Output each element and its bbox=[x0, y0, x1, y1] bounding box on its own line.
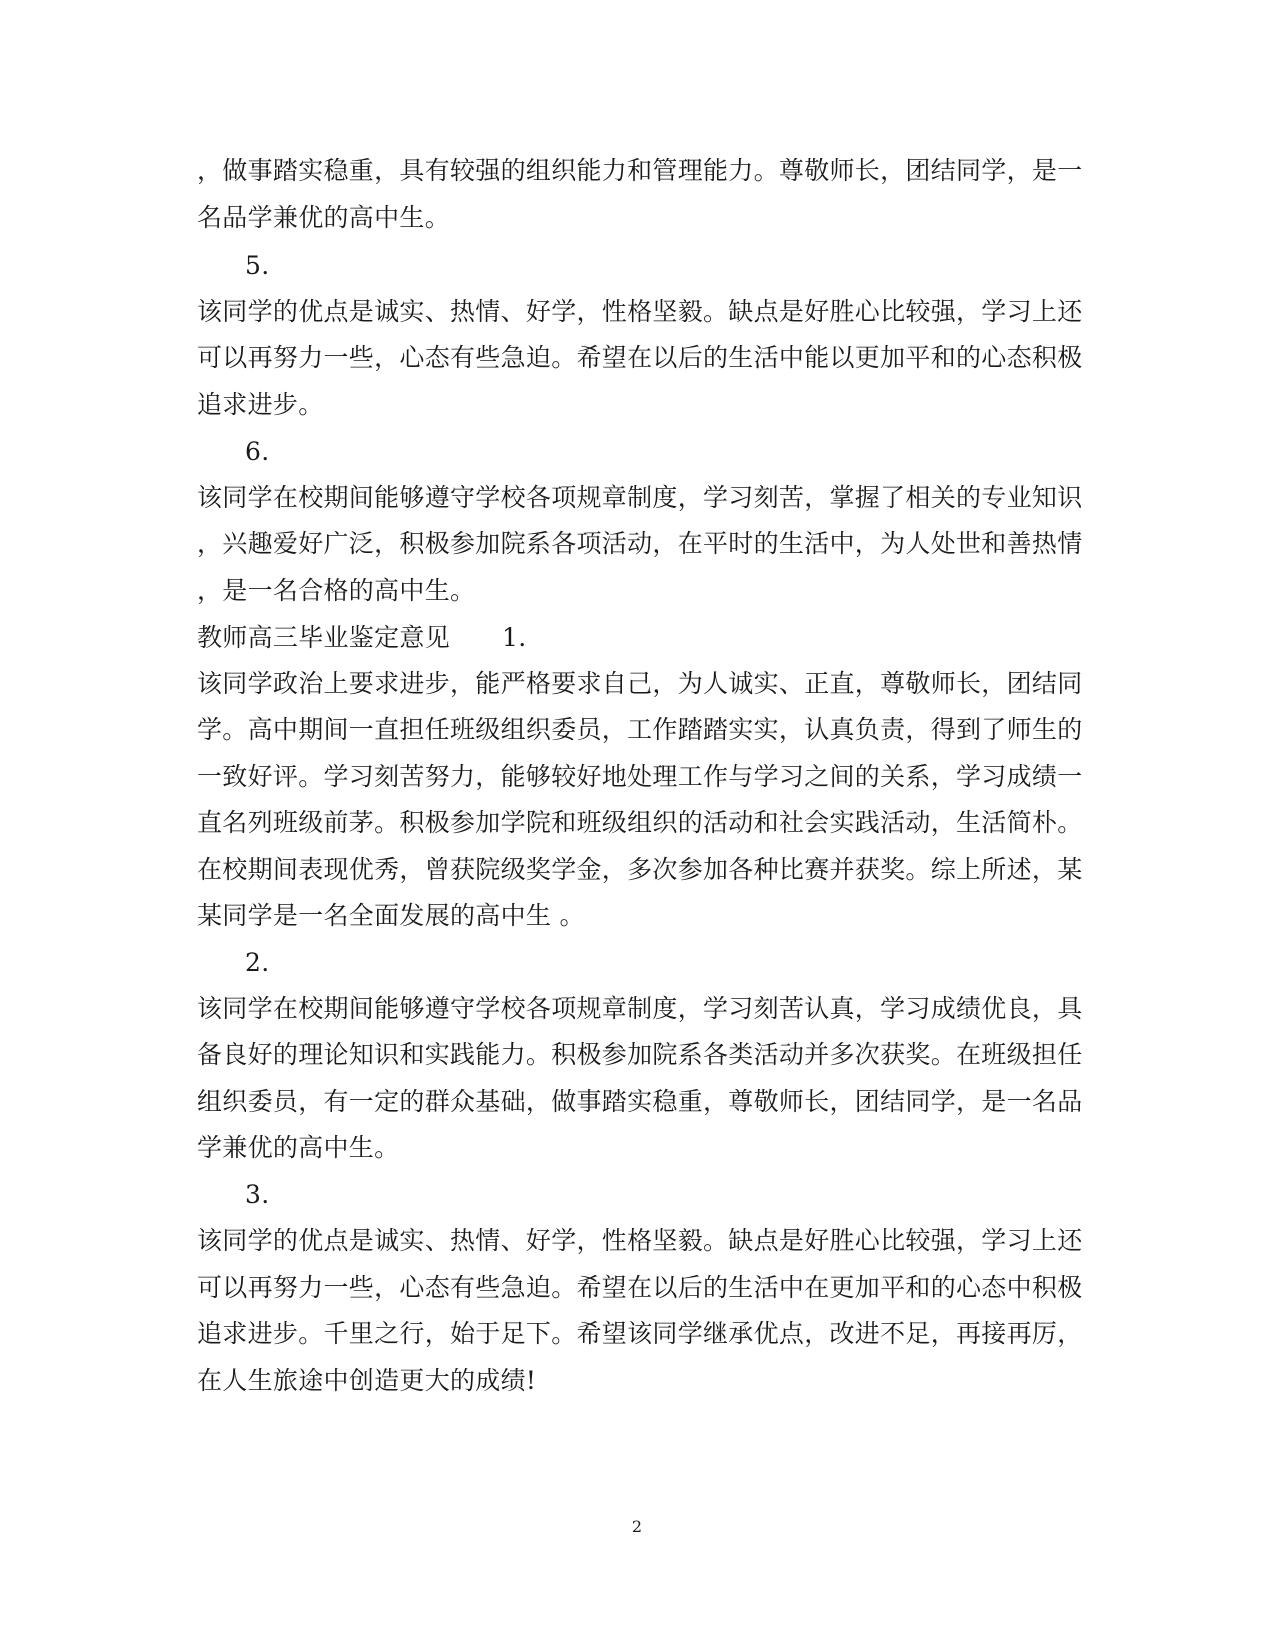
paragraph-line: 在人生旅途中创造更大的成绩! bbox=[197, 1366, 537, 1395]
paragraph-line: 组织委员，有一定的群众基础，做事踏实稳重，尊敬师长，团结同学，是一名品 bbox=[197, 1087, 1083, 1116]
paragraph-line: 学。高中期间一直担任班级组织委员，工作踏踏实实，认真负责，得到了师生的 bbox=[197, 715, 1083, 744]
paragraph-line: 某同学是一名全面发展的高中生 。 bbox=[197, 901, 585, 930]
paragraph-line: ，做事踏实稳重，具有较强的组织能力和管理能力。尊敬师长，团结同学，是一 bbox=[197, 156, 1083, 185]
paragraph-line: 该同学的优点是诚实、热情、好学，性格坚毅。缺点是好胜心比较强，学习上还 bbox=[197, 297, 1083, 326]
paragraph-line: 直名列班级前茅。积极参加学院和班级组织的活动和社会实践活动，生活简朴。 bbox=[197, 808, 1083, 837]
paragraph-line: 学兼优的高中生。 bbox=[197, 1133, 400, 1162]
paragraph-line: ，兴趣爱好广泛，积极参加院系各项活动，在平时的生活中，为人处世和善热情 bbox=[197, 529, 1083, 558]
paragraph-line: ，是一名合格的高中生。 bbox=[197, 576, 476, 605]
paragraph-line: 追求进步。千里之行，始于足下。希望该同学继承优点，改进不足，再接再厉， bbox=[197, 1319, 1083, 1348]
paragraph-line: 名品学兼优的高中生。 bbox=[197, 203, 451, 232]
item-number: 1. bbox=[502, 623, 527, 652]
item-number: 5. bbox=[245, 251, 270, 280]
item-number: 6. bbox=[245, 437, 270, 466]
paragraph-line: 可以再努力一些，心态有些急迫。希望在以后的生活中在更加平和的心态中积极 bbox=[197, 1273, 1083, 1302]
paragraph-line: 追求进步。 bbox=[197, 390, 324, 419]
paragraph-line: 该同学在校期间能够遵守学校各项规章制度，学习刻苦认真，学习成绩优良，具 bbox=[197, 994, 1083, 1023]
paragraph-line: 该同学政治上要求进步，能严格要求自己，为人诚实、正直，尊敬师长，团结同 bbox=[197, 669, 1083, 698]
section-heading-line bbox=[197, 623, 526, 653]
paragraph-line: 可以再努力一些，心态有些急迫。希望在以后的生活中能以更加平和的心态积极 bbox=[197, 343, 1083, 372]
paragraph-line: 一致好评。学习刻苦努力，能够较好地处理工作与学习之间的关系，学习成绩一 bbox=[197, 762, 1083, 791]
paragraph-line: 备良好的理论知识和实践能力。积极参加院系各类活动并多次获奖。在班级担任 bbox=[197, 1040, 1083, 1069]
paragraph-line: 该同学的优点是诚实、热情、好学，性格坚毅。缺点是好胜心比较强，学习上还 bbox=[197, 1226, 1083, 1255]
page-number: 2 bbox=[631, 1517, 643, 1536]
section-heading: 教师高三毕业鉴定意见 bbox=[197, 623, 451, 652]
item-number: 3. bbox=[245, 1180, 270, 1209]
paragraph-line: 在校期间表现优秀，曾获院级奖学金，多次参加各种比赛并获奖。综上所述，某 bbox=[197, 855, 1083, 884]
item-number: 2. bbox=[245, 948, 270, 977]
paragraph-line: 该同学在校期间能够遵守学校各项规章制度，学习刻苦，掌握了相关的专业知识 bbox=[197, 483, 1083, 512]
